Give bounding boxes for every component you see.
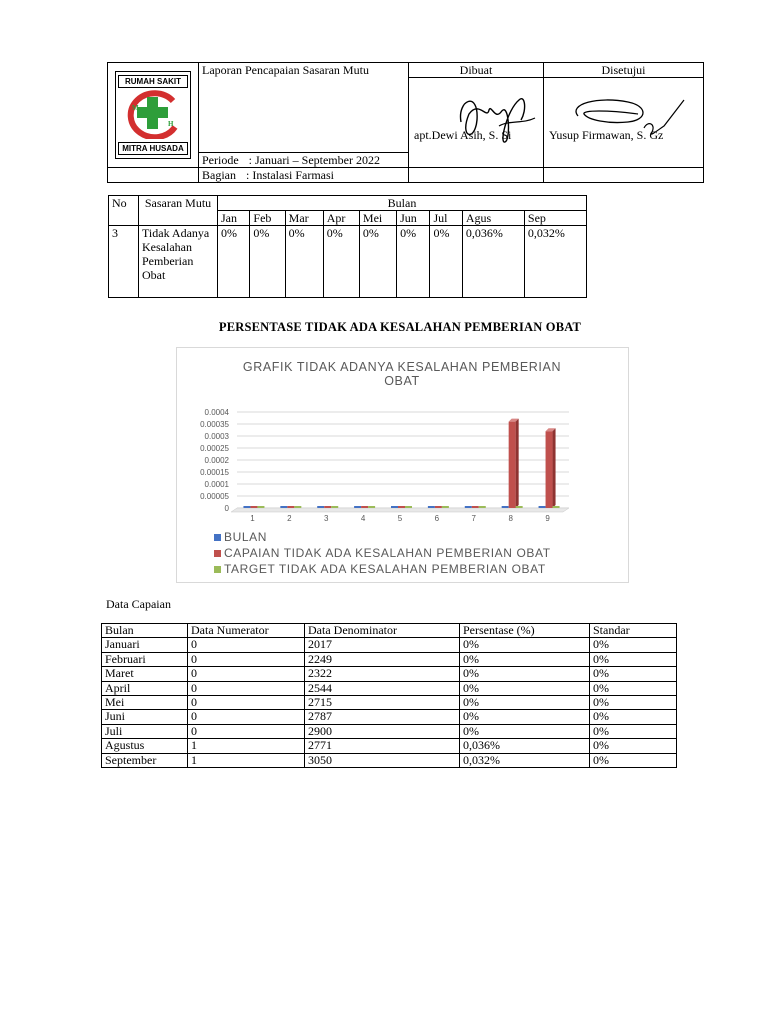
table-cell: 0 [188, 667, 305, 681]
month-header: Sep [524, 211, 586, 226]
y-tick-label: 0.00035 [200, 420, 229, 429]
table-cell: 2544 [305, 681, 460, 695]
column-header: Standar [590, 624, 677, 638]
bar-flat [287, 506, 294, 508]
report-title: Laporan Pencapaian Sasaran Mutu [202, 63, 369, 77]
dibuat-label: Dibuat [409, 63, 544, 78]
table-cell: 0,036% [460, 739, 590, 753]
x-tick-label: 7 [471, 514, 477, 523]
table-cell: Agustus [102, 739, 188, 753]
table-cell: Februari [102, 652, 188, 666]
x-tick-label: 5 [397, 514, 403, 523]
bar-flat [294, 506, 301, 508]
y-axis-ticks [200, 408, 229, 513]
bar-flat [250, 506, 257, 508]
bar-flat [391, 506, 398, 508]
y-tick-label: 0 [224, 504, 229, 513]
table-cell: 0% [590, 652, 677, 666]
table-cell: Mei [102, 696, 188, 710]
x-tick-label: 1 [250, 514, 255, 523]
bagian-value: : Instalasi Farmasi [246, 168, 334, 182]
bar-chart [177, 348, 628, 582]
indicator-value: 0% [397, 226, 430, 298]
logo-bottom-text: MITRA HUSADA [118, 142, 188, 155]
bar-flat [539, 506, 546, 508]
table-cell: Juli [102, 724, 188, 738]
legend-swatch [214, 534, 221, 541]
month-header: Mar [285, 211, 323, 226]
bulan-header: Bulan [218, 196, 587, 211]
indicator-row [109, 226, 587, 298]
column-header: Bulan [102, 624, 188, 638]
indicator-value: 0% [250, 226, 285, 298]
month-header: Apr [323, 211, 359, 226]
table-cell: 0% [590, 753, 677, 767]
bagian-label: Bagian [202, 168, 236, 182]
bar-flat [331, 506, 338, 508]
table-cell: 0 [188, 652, 305, 666]
table-row [102, 739, 677, 753]
table-cell: 2322 [305, 667, 460, 681]
table-cell: 0% [460, 667, 590, 681]
bar-flat [553, 506, 560, 508]
table-cell: 0 [188, 681, 305, 695]
table-header-row [102, 624, 677, 638]
legend-label: TARGET TIDAK ADA KESALAHAN PEMBERIAN OBAT [224, 562, 546, 576]
column-header: Data Denominator [305, 624, 460, 638]
column-header: Data Numerator [188, 624, 305, 638]
table-cell: 0% [590, 638, 677, 652]
bar-flat [516, 506, 523, 508]
hospital-logo [115, 71, 191, 159]
table-cell: 0% [590, 739, 677, 753]
table-row [102, 724, 677, 738]
bar-flat [361, 506, 368, 508]
periode-label: Periode [202, 153, 239, 167]
x-tick-label: 2 [287, 514, 292, 523]
table-row [102, 710, 677, 724]
chart-title-line-1: GRAFIK TIDAK ADANYA KESALAHAN PEMBERIAN [242, 360, 562, 374]
bar-flat [368, 506, 375, 508]
bar-flat [502, 506, 509, 508]
chart-title-line-2: OBAT [384, 374, 420, 388]
table-cell: 2017 [305, 638, 460, 652]
table-cell: 0% [590, 696, 677, 710]
table-cell: 0 [188, 724, 305, 738]
bar-flat [472, 506, 479, 508]
data-capaian-label: Data Capaian [106, 597, 171, 611]
table-cell: 0% [460, 710, 590, 724]
logo-letter-m: M [132, 104, 139, 112]
table-cell: 2715 [305, 696, 460, 710]
x-tick-label: 4 [360, 514, 366, 523]
table-cell: 2787 [305, 710, 460, 724]
table-cell: 2771 [305, 739, 460, 753]
table-cell: 1 [188, 753, 305, 767]
report-title-cell [199, 63, 409, 153]
indicator-no: 3 [109, 226, 139, 298]
table-cell: Maret [102, 667, 188, 681]
dibuat-signature-cell [409, 78, 544, 168]
table-row [102, 681, 677, 695]
data-capaian-table [101, 623, 677, 768]
table-cell: 0% [460, 681, 590, 695]
y-tick-label: 0.0003 [204, 432, 229, 441]
y-tick-label: 0.0004 [204, 408, 229, 417]
y-tick-label: 0.00005 [200, 492, 229, 501]
no-header: No [109, 196, 139, 226]
table-cell: 2249 [305, 652, 460, 666]
dibuat-blank-cell [409, 168, 544, 183]
month-header: Feb [250, 211, 285, 226]
table-cell: 3050 [305, 753, 460, 767]
disetujui-name: Yusup Firmawan, S. Gz [549, 127, 664, 142]
indicator-value: 0% [430, 226, 462, 298]
y-tick-label: 0.00015 [200, 468, 229, 477]
indicator-sasaran: Tidak Adanya Kesalahan Pemberian Obat [139, 226, 218, 298]
indicator-value: 0% [285, 226, 323, 298]
table-cell: Januari [102, 638, 188, 652]
bar-flat [435, 506, 442, 508]
table-row [102, 652, 677, 666]
legend-swatch [214, 550, 221, 557]
table-cell: 0% [460, 652, 590, 666]
x-tick-label: 3 [323, 514, 329, 523]
column-header: Persentase (%) [460, 624, 590, 638]
logo-top-text: RUMAH SAKIT [118, 75, 188, 88]
month-header: Jun [397, 211, 430, 226]
table-cell: 0% [460, 638, 590, 652]
month-header: Mei [359, 211, 396, 226]
table-cell: Juni [102, 710, 188, 724]
indicator-table [108, 195, 587, 298]
table-cell: 0 [188, 710, 305, 724]
legend-label: CAPAIAN TIDAK ADA KESALAHAN PEMBERIAN OBAT [224, 546, 551, 560]
chart-legend [214, 530, 551, 576]
table-cell: 0% [590, 710, 677, 724]
table-cell: 0% [590, 667, 677, 681]
bar-flat [280, 506, 287, 508]
chart-floor [231, 508, 569, 512]
legend-swatch [214, 566, 221, 573]
bar-flat [243, 506, 250, 508]
y-tick-label: 0.0001 [204, 480, 229, 489]
disetujui-label: Disetujui [544, 63, 704, 78]
disetujui-blank-cell [544, 168, 704, 183]
periode-cell [199, 153, 409, 168]
table-cell: 0 [188, 696, 305, 710]
x-tick-label: 6 [434, 514, 440, 523]
table-cell: September [102, 753, 188, 767]
y-tick-label: 0.0002 [204, 456, 229, 465]
month-header: Jul [430, 211, 462, 226]
table-cell: 0% [590, 724, 677, 738]
periode-value: : Januari – September 2022 [248, 153, 380, 167]
bagian-cell [199, 168, 409, 183]
bar-flat [405, 506, 412, 508]
bar [509, 422, 516, 508]
x-tick-label: 9 [545, 514, 550, 523]
medical-cross-icon [123, 89, 183, 139]
indicator-value: 0,036% [462, 226, 524, 298]
bar-flat [465, 506, 472, 508]
indicator-value: 0% [359, 226, 396, 298]
indicator-value: 0,032% [524, 226, 586, 298]
bar-flat [442, 506, 449, 508]
bar-side [553, 428, 556, 508]
chart-bars [243, 419, 559, 508]
bar [546, 431, 553, 508]
chart-container [176, 347, 629, 583]
table-cell: 1 [188, 739, 305, 753]
bar-flat [428, 506, 435, 508]
bar-flat [257, 506, 264, 508]
table-cell: 0% [590, 681, 677, 695]
table-row [102, 753, 677, 767]
logo-letter-h: H [168, 120, 174, 128]
indicator-value: 0% [218, 226, 250, 298]
bar-side [516, 419, 519, 508]
hospital-logo-cell [108, 63, 199, 168]
bar-flat [398, 506, 405, 508]
table-row [102, 696, 677, 710]
table-cell: 0 [188, 638, 305, 652]
month-header: Agus [462, 211, 524, 226]
legend-label: BULAN [224, 530, 268, 544]
disetujui-signature-cell [544, 78, 704, 168]
sasaran-header: Sasaran Mutu [139, 196, 218, 226]
report-header [107, 62, 704, 183]
table-row [102, 667, 677, 681]
logo-blank-cell [108, 168, 199, 183]
y-tick-label: 0.00025 [200, 444, 229, 453]
table-cell: 0% [460, 696, 590, 710]
month-header: Jan [218, 211, 250, 226]
table-cell: 2900 [305, 724, 460, 738]
table-cell: April [102, 681, 188, 695]
section-title: PERSENTASE TIDAK ADA KESALAHAN PEMBERIAN OBAT [218, 320, 582, 334]
table-cell: 0,032% [460, 753, 590, 767]
indicator-value: 0% [323, 226, 359, 298]
bar-flat [324, 506, 331, 508]
table-cell: 0% [460, 724, 590, 738]
x-tick-label: 8 [508, 514, 513, 523]
dibuat-name: apt.Dewi Asih, S. Si [414, 127, 512, 142]
x-axis-ticks [250, 514, 550, 523]
bar-flat [354, 506, 361, 508]
table-row [102, 638, 677, 652]
bar-flat [479, 506, 486, 508]
bar-flat [317, 506, 324, 508]
